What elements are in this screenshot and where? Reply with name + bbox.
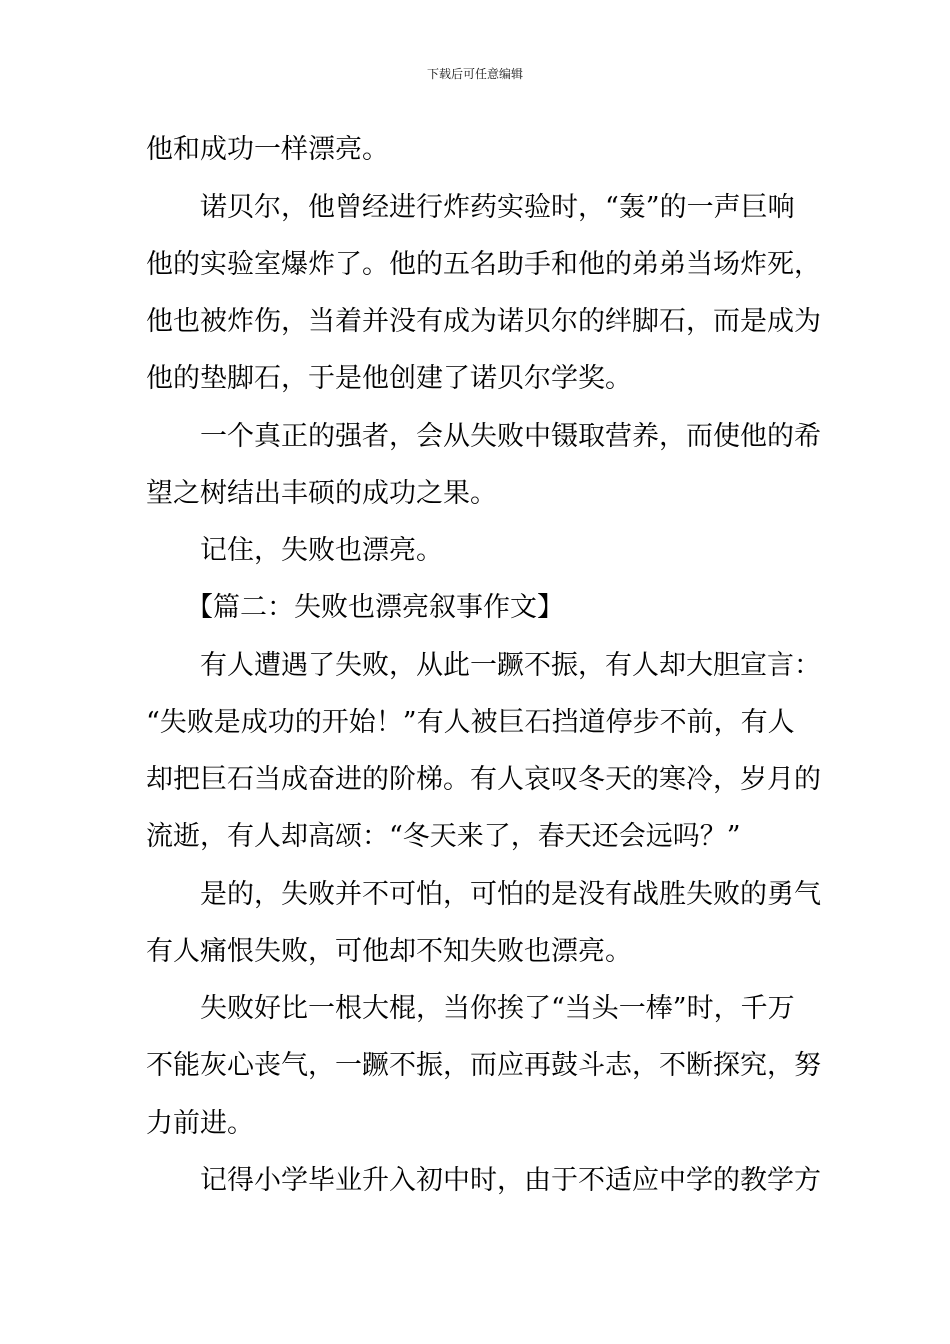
text-line: 不能灰心丧气，一蹶不振，而应再鼓斗志，不断探究，努: [146, 1050, 821, 1081]
text-line: 诺贝尔，他曾经进行炸药实验时，“轰”的一声巨响: [200, 192, 795, 223]
text-line: 却把巨石当成奋进的阶梯。有人哀叹冬天的寒冷，岁月的: [146, 764, 821, 795]
text-line: “失败是成功的开始！”有人被巨石挡道停步不前，有人: [146, 707, 795, 738]
text-line: 记住，失败也漂亮。: [200, 535, 443, 566]
text-line: 有人遭遇了失败，从此一蹶不振，有人却大胆宣言：: [200, 650, 821, 681]
text-line: 流逝，有人却高颂：“冬天来了，春天还会远吗？”: [146, 821, 741, 852]
text-line: 有人痛恨失败，可他却不知失败也漂亮。: [146, 936, 632, 967]
text-line: 他也被炸伤，当着并没有成为诺贝尔的绊脚石，而是成为: [146, 306, 821, 337]
text-line: 他的垫脚石，于是他创建了诺贝尔学奖。: [146, 363, 632, 394]
page-header: 下载后可任意编辑: [426, 67, 523, 81]
text-line: 一个真正的强者，会从失败中镊取营养，而使他的希: [200, 421, 821, 452]
text-line: 他的实验室爆炸了。他的五名助手和他的弟弟当场炸死，: [146, 249, 821, 280]
text-line: 望之树结出丰硕的成功之果。: [146, 478, 497, 509]
section-heading: 【篇二：失败也漂亮叙事作文】: [186, 592, 564, 623]
text-line: 力前进。: [146, 1108, 254, 1139]
text-line: 他和成功一样漂亮。: [146, 134, 389, 165]
text-line: 是的，失败并不可怕，可怕的是没有战胜失败的勇气: [200, 879, 821, 910]
text-line: 失败好比一根大棍，当你挨了“当头一棒”时，千万: [200, 993, 795, 1024]
text-line: 记得小学毕业升入初中时，由于不适应中学的教学方: [200, 1165, 821, 1196]
